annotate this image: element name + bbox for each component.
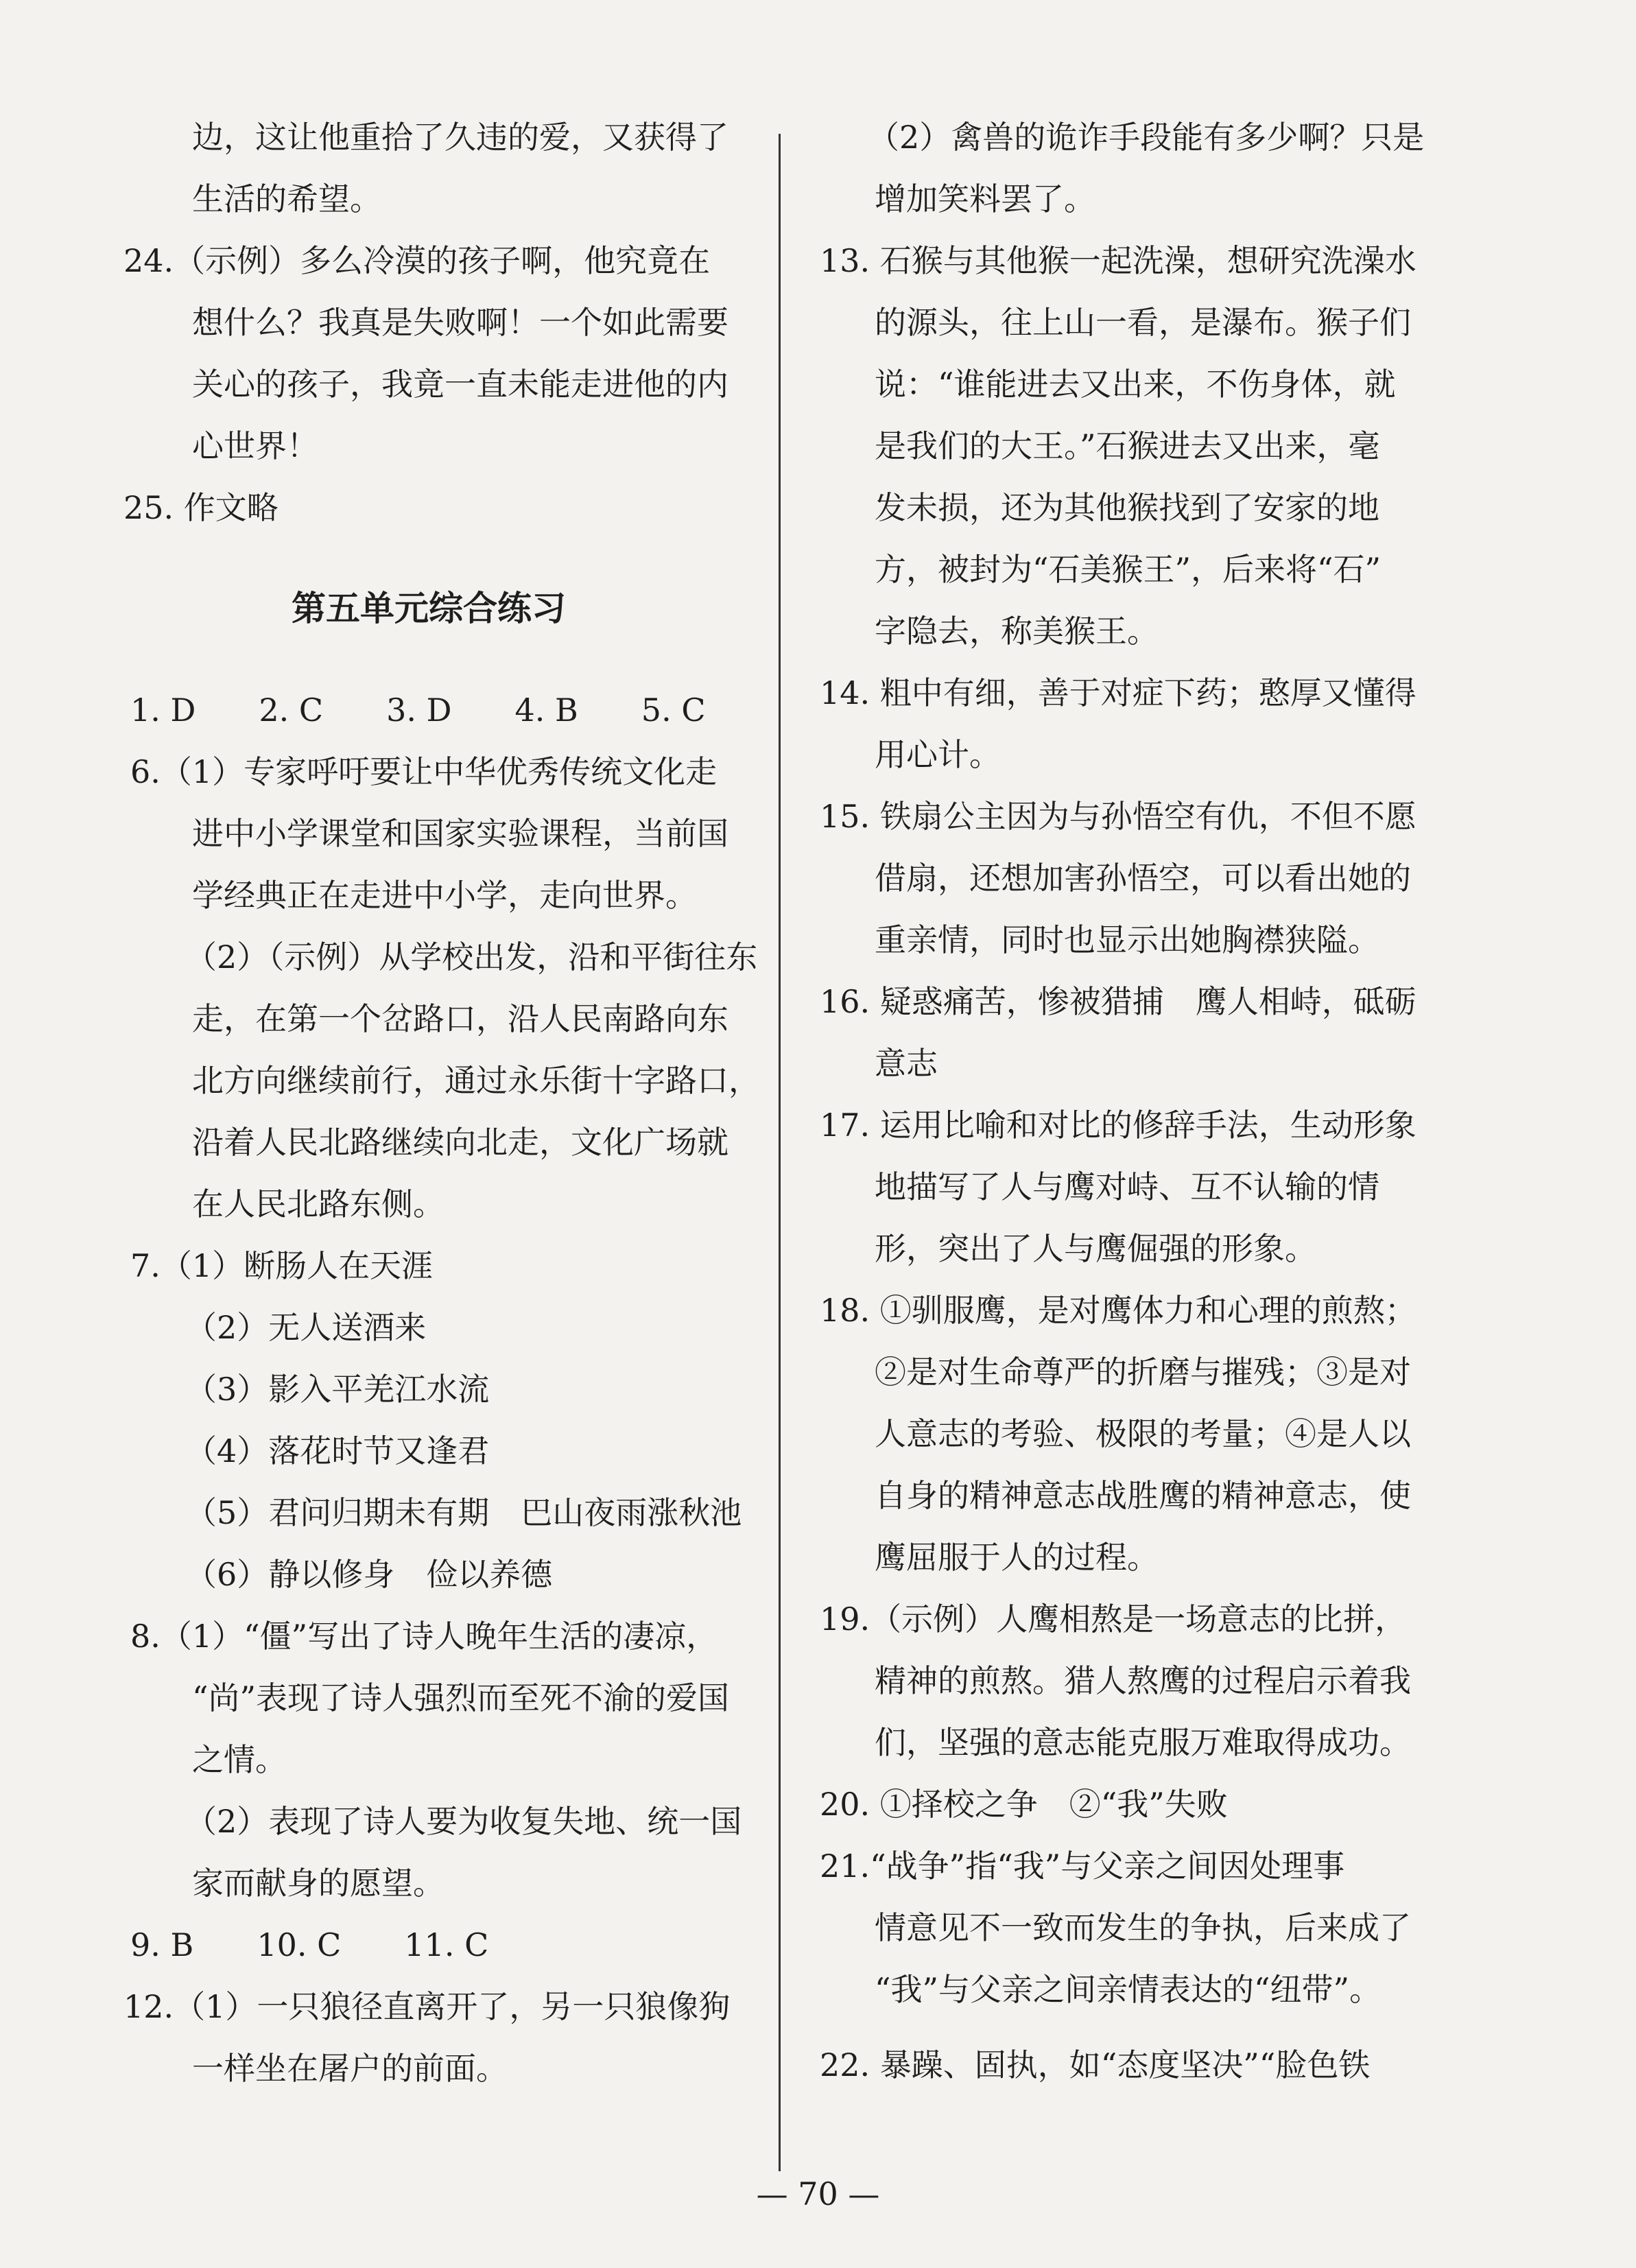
text-line: 14. 粗中有细，善于对症下药；憨厚又懂得: [820, 674, 1416, 711]
text-line: 19.（示例）人鹰相熬是一场意志的比拼，: [820, 1600, 1407, 1638]
text-line: 人意志的考验、极限的考量；④是人以: [875, 1415, 1411, 1452]
text-line: 精神的煎熬。猎人熬鹰的过程启示着我: [875, 1662, 1411, 1699]
text-line: ②是对生命尊严的折磨与摧残；③是对: [875, 1354, 1411, 1391]
text-line: 9. B 10. C 11. C: [130, 1926, 489, 1963]
text-line: 形，突出了人与鹰倔强的形象。: [875, 1230, 1316, 1267]
text-line: 在人民北路东侧。: [192, 1185, 444, 1222]
text-line: 增加笑料罢了。: [875, 180, 1095, 217]
text-line: 16. 疑惑痛苦，惨被猎捕 鹰人相峙，砥砺: [820, 983, 1416, 1020]
text-line: 7.（1）断肠人在天涯: [130, 1247, 434, 1284]
text-line: 1. D 2. C 3. D 4. B 5. C: [130, 692, 706, 729]
text-line: 24.（示例）多么冷漠的孩子啊，他究竟在: [123, 242, 711, 279]
text-line: 家而献身的愿望。: [192, 1865, 444, 1902]
text-line: 鹰屈服于人的过程。: [875, 1539, 1159, 1576]
text-line: 进中小学课堂和国家实验课程，当前国: [192, 815, 728, 852]
text-line: 一样坐在屠户的前面。: [192, 2050, 508, 2087]
text-line: 生活的希望。: [192, 180, 381, 217]
text-line: 21.“战争”指“我”与父亲之间因处理事: [820, 1847, 1345, 1885]
text-line: 方，被封为“石美猴王”，后来将“石”: [875, 551, 1382, 588]
text-line: 17. 运用比喻和对比的修辞手法，生动形象: [820, 1107, 1416, 1144]
text-line: 说：“谁能进去又出来，不伤身体，就: [875, 366, 1396, 403]
text-line: 自身的精神意志战胜鹰的精神意志，使: [875, 1477, 1411, 1514]
text-line: 22. 暴躁、固执，如“态度坚决”“脸色铁: [820, 2046, 1371, 2083]
text-line: 们，坚强的意志能克服万难取得成功。: [875, 1724, 1411, 1761]
text-line: （2）禽兽的诡诈手段能有多少啊？只是: [868, 119, 1425, 156]
column-divider: [779, 134, 781, 2171]
text-line: （2）表现了诗人要为收复失地、统一国: [185, 1803, 742, 1840]
text-line: “我”与父亲之间亲情表达的“纽带”。: [875, 1971, 1382, 2008]
text-line: 学经典正在走进中小学，走向世界。: [192, 877, 697, 914]
section-title: 第五单元综合练习: [292, 589, 566, 628]
text-line: 发未损，还为其他猴找到了安家的地: [875, 489, 1379, 526]
text-line: 8.（1）“僵”写出了诗人晚年生活的凄凉，: [130, 1618, 718, 1655]
text-line: 情意见不一致而发生的争执，后来成了: [875, 1909, 1411, 1946]
text-line: 心世界！: [192, 427, 318, 464]
text-line: （4）落花时节又逢君: [185, 1432, 490, 1469]
text-line: 15. 铁扇公主因为与孙悟空有仇，不但不愿: [820, 798, 1416, 835]
text-line: 想什么？我真是失败啊！一个如此需要: [192, 304, 728, 341]
text-line: 边，这让他重拾了久违的爱，又获得了: [192, 119, 728, 156]
text-line: （2）无人送酒来: [185, 1309, 427, 1346]
text-line: （6）静以修身 俭以养德: [185, 1556, 553, 1593]
text-line: （5）君问归期未有期 巴山夜雨涨秋池: [185, 1494, 742, 1531]
text-line: （2）（示例）从学校出发，沿和平街往东: [185, 938, 758, 976]
text-line: 意志: [875, 1045, 938, 1082]
text-line: 6.（1）专家呼吁要让中华优秀传统文化走: [130, 753, 718, 790]
page-number: — 70 —: [756, 2175, 880, 2212]
text-line: 25. 作文略: [123, 489, 278, 526]
text-line: 借扇，还想加害孙悟空，可以看出她的: [875, 860, 1411, 897]
text-line: 的源头，往上山一看，是瀑布。猴子们: [875, 304, 1411, 341]
text-line: 12.（1）一只狼径直离开了，另一只狼像狗: [123, 1988, 731, 2025]
text-line: 走，在第一个岔路口，沿人民南路向东: [192, 1000, 728, 1037]
text-line: 是我们的大王。”石猴进去又出来，毫: [875, 427, 1380, 464]
text-line: 20. ①择校之争 ②“我”失败: [820, 1786, 1228, 1823]
text-line: （3）影入平羌江水流: [185, 1371, 490, 1408]
text-line: 重亲情，同时也显示出她胸襟狭隘。: [875, 921, 1379, 958]
text-line: 地描写了人与鹰对峙、互不认输的情: [875, 1168, 1379, 1205]
text-line: 关心的孩子，我竟一直未能走进他的内: [192, 366, 728, 403]
text-line: 用心计。: [875, 736, 1001, 773]
text-line: 18. ①驯服鹰，是对鹰体力和心理的煎熬；: [820, 1292, 1416, 1329]
text-line: 之情。: [192, 1741, 287, 1778]
text-line: 13. 石猴与其他猴一起洗澡，想研究洗澡水: [820, 242, 1416, 279]
text-line: 沿着人民北路继续向北走，文化广场就: [192, 1124, 728, 1161]
text-line: 字隐去，称美猴王。: [875, 613, 1159, 650]
text-line: 北方向继续前行，通过永乐街十字路口，: [192, 1062, 760, 1099]
text-line: “尚”表现了诗人强烈而至死不渝的爱国: [192, 1679, 730, 1716]
